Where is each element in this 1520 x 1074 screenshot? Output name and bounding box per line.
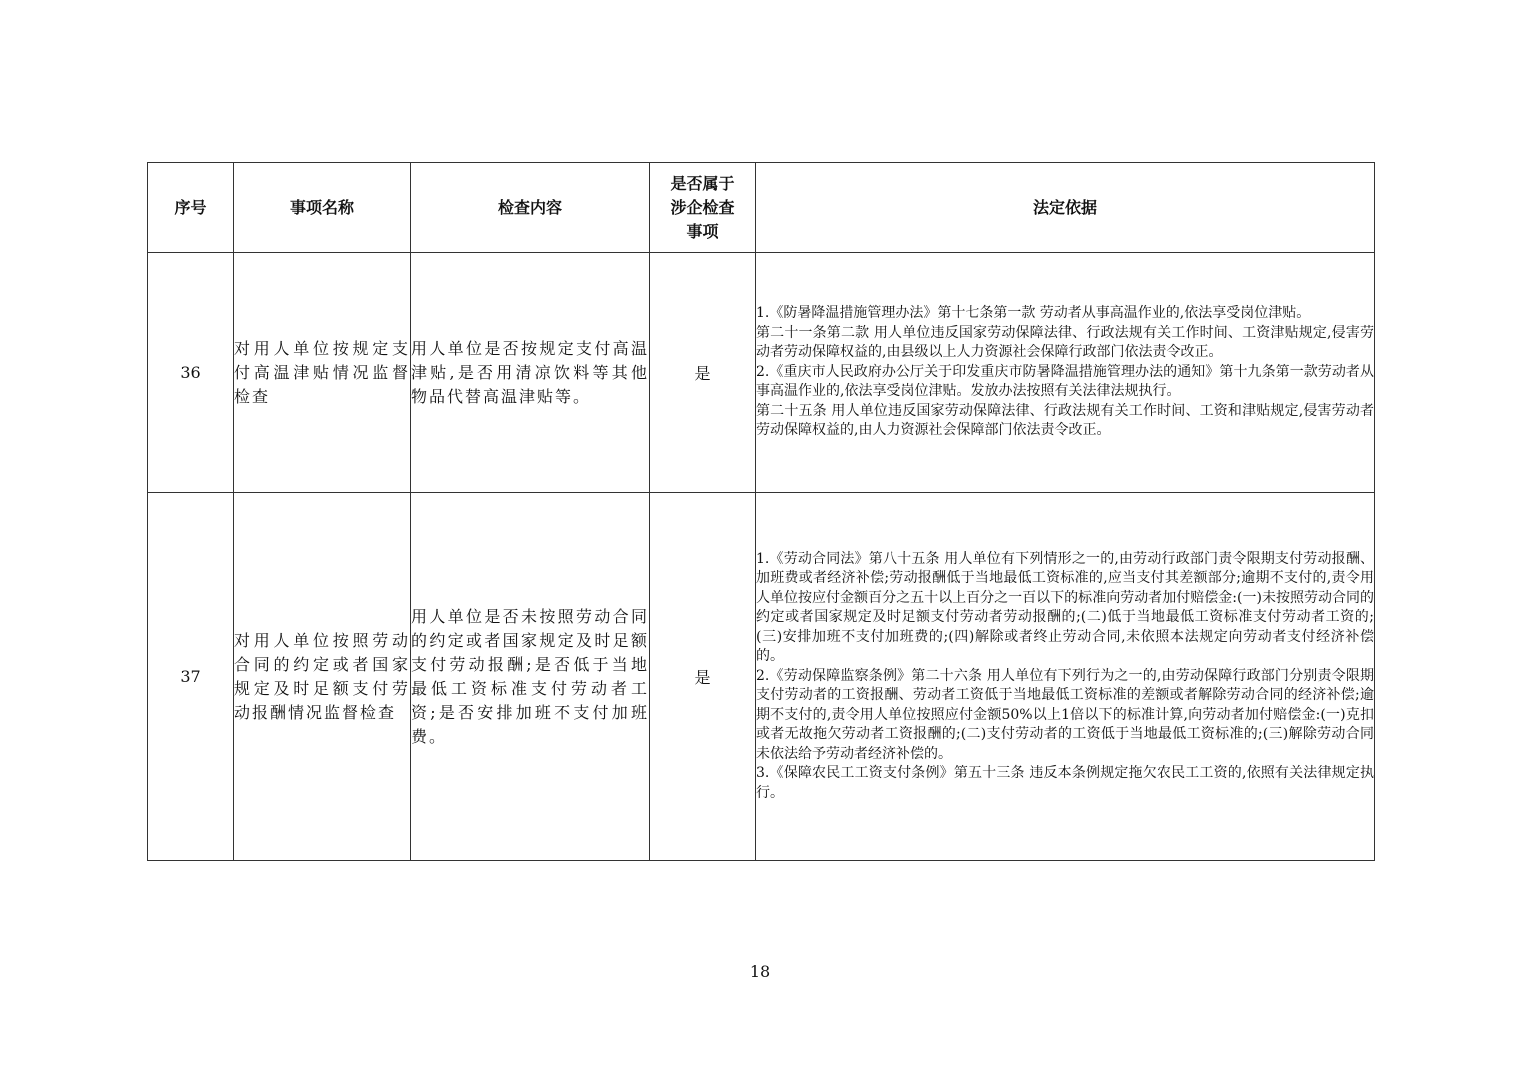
- header-flag-line: 事项: [686, 221, 719, 241]
- legal-basis-paragraph: 1.《防暑降温措施管理办法》第十七条第一款 劳动者从事高温作业的,依法享受岗位津贴。: [756, 305, 1311, 322]
- legal-basis-paragraph: 2.《劳动保障监察条例》第二十六条 用人单位有下列行为之一的,由劳动保障行政部门分别责令限期支付劳动者的工资报酬、劳动者工资低于当地最低工资标准的差额或者解除劳动合同的经济补偿;逾期不支付的,责令用人单位按照应付金额50%以上1倍以下的标准计算,向劳动者加付赔偿金:(一)克扣或者无故拖欠劳动者工资报酬的;(二)支付劳动者的工资低于当地最低工资标准的;(三)解除劳动合同未依法给予劳动者经济补偿的。: [756, 667, 1374, 762]
- row-item-name: 对用人单位按照劳动合同的约定或者国家规定及时足额支付劳动报酬情况监督检查: [234, 493, 411, 861]
- table-row: [148, 493, 1375, 861]
- header-seq: 序号: [148, 163, 234, 253]
- header-check-content: 检查内容: [411, 163, 650, 253]
- row-check-content: 用人单位是否按规定支付高温津贴,是否用清凉饮料等其他物品代替高温津贴等。: [411, 253, 650, 493]
- row-item-name: 对用人单位按规定支付高温津贴情况监督检查: [234, 253, 411, 493]
- row-legal-basis: [756, 253, 1375, 493]
- row-check-content: 用人单位是否未按照劳动合同的约定或者国家规定及时足额支付劳动报酬;是否低于当地最低工资标准支付劳动者工资;是否安排加班不支付加班费。: [411, 493, 650, 861]
- row-seq: 36: [148, 253, 234, 493]
- legal-basis-paragraph: 第二十五条 用人单位违反国家劳动保障法律、行政法规有关工作时间、工资和津贴规定,侵害劳动者劳动保障权益的,由人力资源社会保障部门依法责令改正。: [756, 402, 1374, 439]
- legal-basis-paragraph: 第二十一条第二款 用人单位违反国家劳动保障法律、行政法规有关工作时间、工资津贴规定,侵害劳动者劳动保障权益的,由县级以上人力资源社会保障行政部门依法责令改正。: [756, 324, 1374, 361]
- table-row: [148, 253, 1375, 493]
- page-number: 18: [749, 962, 771, 981]
- legal-basis-paragraph: 1.《劳动合同法》第八十五条 用人单位有下列情形之一的,由劳动行政部门责令限期支付劳动报酬、加班费或者经济补偿;劳动报酬低于当地最低工资标准的,应当支付其差额部分;逾期不支付的,责令用人单位按应付金额百分之五十以上百分之一百以下的标准向劳动者加付赔偿金:(一)未按照劳动合同的约定或者国家规定及时足额支付劳动者劳动报酬的;(二)低于当地最低工资标准支付劳动者工资的;(三)安排加班不支付加班费的;(四)解除或者终止劳动合同,未依照本法规定向劳动者支付经济补偿的。: [756, 550, 1374, 665]
- table-header-row: [148, 163, 1375, 253]
- header-flag-line: 涉企检查: [670, 197, 735, 217]
- legal-basis-paragraph: 3.《保障农民工工资支付条例》第五十三条 违反本条例规定拖欠农民工工资的,依照有关法律规定执行。: [756, 765, 1374, 801]
- header-legal-basis: 法定依据: [756, 163, 1375, 253]
- header-enterprise-flag: [650, 163, 756, 253]
- row-enterprise-flag: 是: [650, 493, 756, 861]
- row-legal-basis: [756, 493, 1375, 861]
- header-item-name: 事项名称: [234, 163, 411, 253]
- row-enterprise-flag: 是: [650, 253, 756, 493]
- row-seq: 37: [148, 493, 234, 861]
- header-flag-line: 是否属于: [670, 173, 735, 193]
- inspection-items-table: [147, 162, 1375, 861]
- legal-basis-paragraph: 2.《重庆市人民政府办公厅关于印发重庆市防暑降温措施管理办法的通知》第十九条第一款劳动者从事高温作业的,依法享受岗位津贴。发放办法按照有关法律法规执行。: [756, 363, 1374, 400]
